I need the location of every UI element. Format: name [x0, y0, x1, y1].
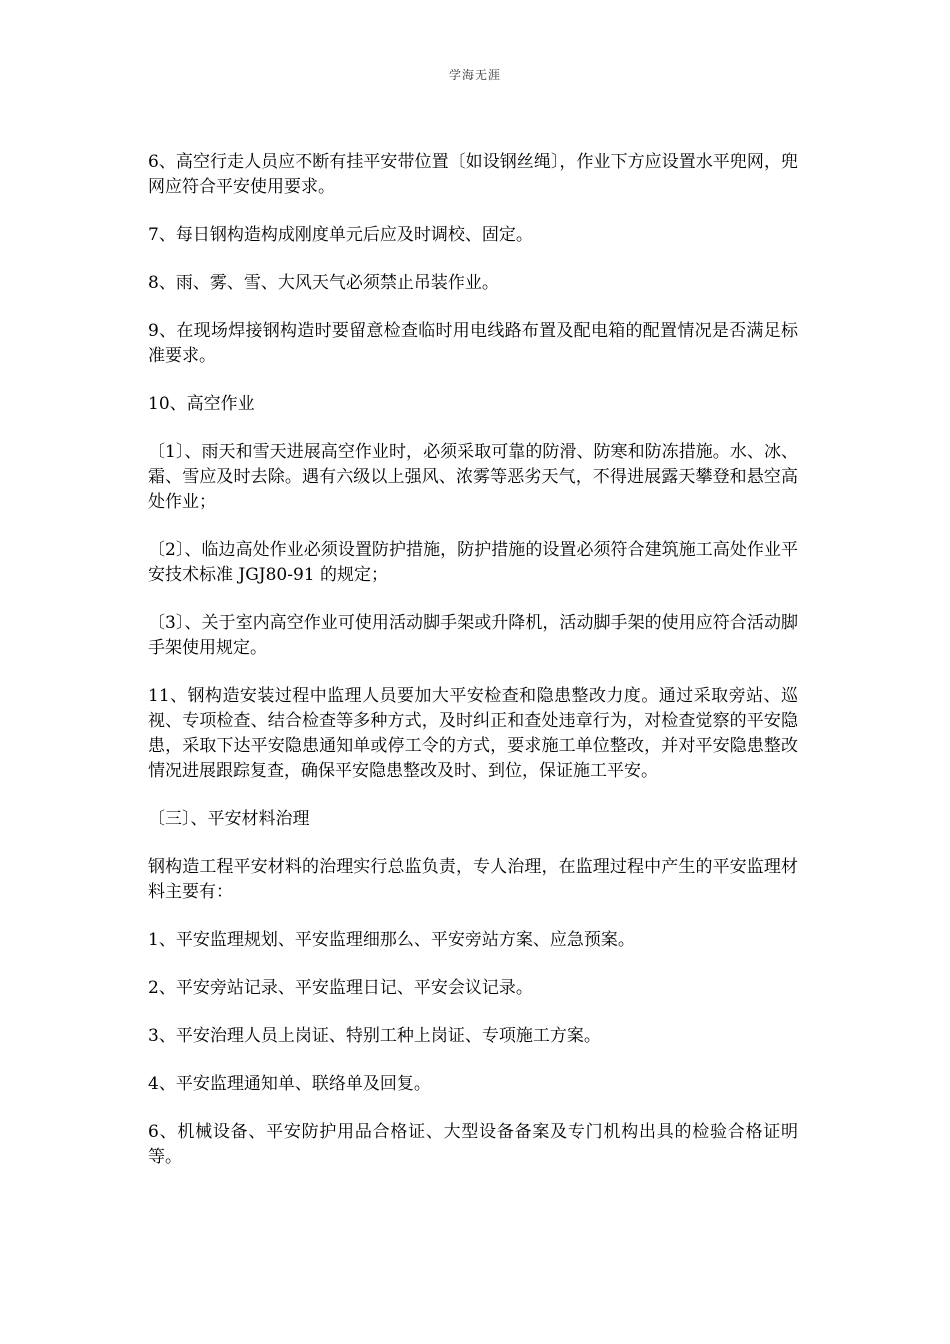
list-item-2: 2、平安旁站记录、平安监理日记、平安会议记录。: [148, 978, 533, 998]
list-item-6: 6、机械设备、平安防护用品合格证、大型设备备案及专门机构出具的检验合格证明等。: [148, 1122, 798, 1167]
paragraph-item-11-inspection: 11、钢构造安装过程中监理人员要加大平安检查和隐患整改力度。通过采取旁站、巡视、专项检查、结合检查等多种方式，及时纠正和查处违章行为，对检查觉察的平安隐患，采取下达平安隐患通知单或停工令的方式，要求施工单位整改，并对平安隐患整改情况进展跟踪复查，确保平安隐患整改及时、到位，保证施工平安。: [148, 686, 798, 781]
paragraph-item-6-hanging-belt: 6、高空行走人员应不断有挂平安带位置〔如设钢丝绳〕，作业下方应设置水平兜网，兜网应符合平安使用要求。: [148, 152, 798, 197]
section-heading-three: 〔三〕、平安材料治理: [148, 809, 310, 829]
document-body: [148, 150, 798, 1193]
paragraph-subitem-2: 〔2〕、临边高处作业必须设置防护措施，防护措施的设置必须符合建筑施工高处作业平安技术标准 JGJ80-91 的规定；: [148, 540, 798, 585]
paragraph-item-8-weather: 8、雨、雾、雪、大风天气必须禁止吊装作业。: [148, 273, 499, 293]
page-header: 学海无涯: [448, 68, 501, 82]
paragraph-materials-intro: 钢构造工程平安材料的治理实行总监负责，专人治理，在监理过程中产生的平安监理材料主要有：: [148, 857, 798, 902]
paragraph-subitem-1: 〔1〕、雨天和雪天进展高空作业时，必须采取可靠的防滑、防寒和防冻措施。水、冰、霜、雪应及时去除。遇有六级以上强风、浓雾等恶劣天气，不得进展露天攀登和悬空高处作业；: [148, 442, 798, 512]
paragraph-item-7-calibration: 7、每日钢构造构成刚度单元后应及时调校、固定。: [148, 225, 533, 245]
paragraph-item-10-heading: 10、高空作业: [148, 394, 255, 414]
list-item-4: 4、平安监理通知单、联络单及回复。: [148, 1074, 431, 1094]
paragraph-subitem-3: 〔3〕、关于室内高空作业可使用活动脚手架或升降机，活动脚手架的使用应符合活动脚手架使用规定。: [148, 613, 798, 658]
list-item-1: 1、平安监理规划、平安监理细那么、平安旁站方案、应急预案。: [148, 930, 635, 950]
paragraph-item-9-welding: 9、在现场焊接钢构造时要留意检查临时用电线路布置及配电箱的配置情况是否满足标准要求。: [148, 321, 798, 366]
list-item-3: 3、平安治理人员上岗证、特别工种上岗证、专项施工方案。: [148, 1026, 601, 1046]
